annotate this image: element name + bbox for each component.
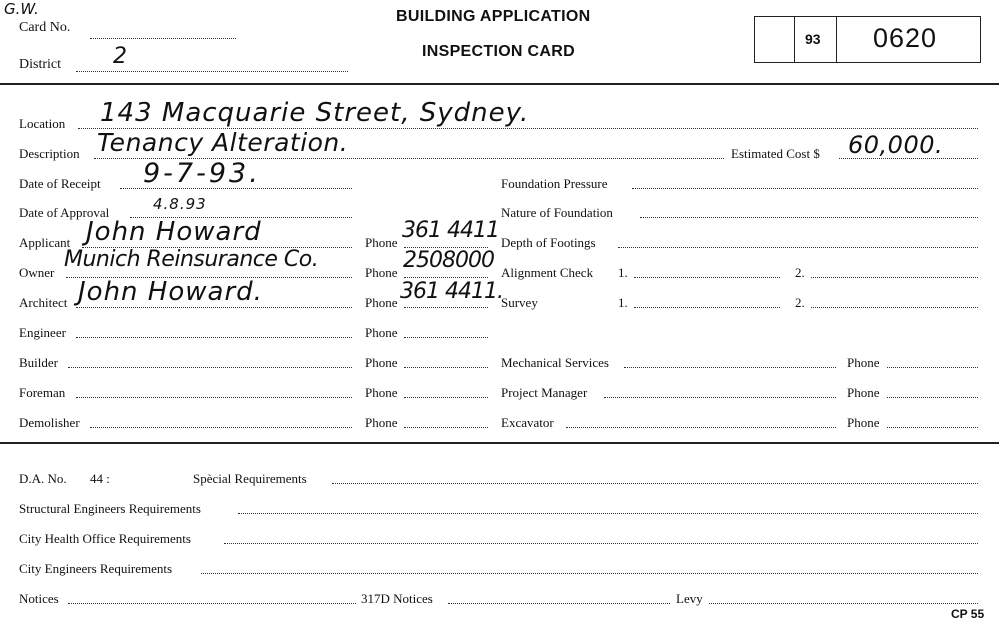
form-code: CP 55	[951, 607, 985, 621]
alignment-field-1[interactable]	[634, 277, 780, 278]
survey-num2: 2.	[795, 295, 805, 310]
depth-footings-label: Depth of Footings	[501, 235, 596, 250]
builder-phone-field[interactable]	[404, 367, 488, 368]
special-requirements-label: Spècial Requirements	[193, 471, 307, 486]
foreman-phone-label: Phone	[365, 385, 398, 400]
date-receipt-label: Date of Receipt	[19, 176, 101, 191]
location-value: 143 Macquarie Street, Sydney.	[100, 98, 530, 128]
alignment-field-2[interactable]	[811, 277, 978, 278]
owner-value: Munich Reinsurance Co.	[64, 247, 319, 272]
excavator-label: Excavator	[501, 415, 554, 430]
nature-foundation-label: Nature of Foundation	[501, 205, 613, 220]
da-no-value: 44 :	[90, 471, 110, 486]
date-receipt-value: 9-7-93.	[143, 158, 261, 189]
district-value: 2	[113, 44, 128, 69]
district-label: District	[19, 57, 61, 72]
demolisher-phone-label: Phone	[365, 415, 398, 430]
health-label: City Health Office Requirements	[19, 531, 191, 546]
excavator-phone-label: Phone	[847, 415, 880, 430]
levy-field[interactable]	[709, 603, 978, 604]
applicant-phone-value: 361 4411	[402, 218, 499, 243]
architect-label: Architect	[19, 295, 68, 310]
alignment-num1: 1.	[618, 265, 628, 280]
district-field[interactable]	[76, 71, 348, 72]
health-field[interactable]	[224, 543, 978, 544]
engineers-field[interactable]	[201, 573, 978, 574]
levy-label: Levy	[676, 591, 703, 606]
estimated-cost-label: Estimated Cost $	[731, 146, 820, 161]
description-label: Description	[19, 146, 80, 161]
owner-phone-field[interactable]	[404, 277, 488, 278]
structural-field[interactable]	[238, 513, 978, 514]
project-manager-field[interactable]	[604, 397, 836, 398]
notices-label: Notices	[19, 591, 59, 606]
excavator-phone-field[interactable]	[887, 427, 978, 428]
demolisher-field[interactable]	[90, 427, 352, 428]
notices-317d-label: 317D Notices	[361, 591, 433, 606]
da-no-label: D.A. No.	[19, 471, 67, 486]
mechanical-services-field[interactable]	[624, 367, 836, 368]
project-manager-phone-field[interactable]	[887, 397, 978, 398]
notices-field[interactable]	[68, 603, 356, 604]
architect-phone-value: 361 4411.	[400, 279, 503, 304]
box-divider-2	[836, 17, 837, 62]
applicant-label: Applicant	[19, 235, 71, 250]
builder-phone-label: Phone	[365, 355, 398, 370]
card-no-label: Card No.	[19, 20, 71, 35]
engineer-phone-field[interactable]	[404, 337, 488, 338]
nature-foundation-field[interactable]	[640, 217, 978, 218]
structural-label: Structural Engineers Requirements	[19, 501, 201, 516]
excavator-field[interactable]	[566, 427, 836, 428]
box-number: 0620	[873, 23, 938, 53]
box-year: 93	[805, 31, 821, 47]
mechanical-phone-label: Phone	[847, 355, 880, 370]
engineer-field[interactable]	[76, 337, 352, 338]
architect-phone-label: Phone	[365, 295, 398, 310]
demolisher-phone-field[interactable]	[404, 427, 488, 428]
survey-num1: 1.	[618, 295, 628, 310]
mechanical-phone-field[interactable]	[887, 367, 978, 368]
initials-note: G.W.	[4, 0, 39, 18]
special-requirements-field[interactable]	[332, 483, 978, 484]
builder-field[interactable]	[68, 367, 352, 368]
date-approval-label: Date of Approval	[19, 205, 110, 220]
survey-field-1[interactable]	[634, 307, 780, 308]
box-divider-1	[794, 17, 795, 62]
foreman-phone-field[interactable]	[404, 397, 488, 398]
engineer-label: Engineer	[19, 325, 66, 340]
alignment-num2: 2.	[795, 265, 805, 280]
architect-phone-field[interactable]	[404, 307, 488, 308]
foreman-field[interactable]	[76, 397, 352, 398]
owner-phone-value: 2508000	[403, 248, 494, 273]
card-no-field[interactable]	[90, 38, 236, 39]
header-divider	[0, 83, 999, 85]
project-manager-phone-label: Phone	[847, 385, 880, 400]
form-title-line1: BUILDING APPLICATION	[396, 8, 591, 25]
depth-footings-field[interactable]	[618, 247, 978, 248]
mechanical-services-label: Mechanical Services	[501, 355, 609, 370]
notices-317d-field[interactable]	[448, 603, 670, 604]
engineers-label: City Engineers Requirements	[19, 561, 173, 576]
form-title-line2: INSPECTION CARD	[422, 43, 575, 60]
demolisher-label: Demolisher	[19, 415, 80, 430]
survey-label: Survey	[501, 295, 538, 310]
survey-field-2[interactable]	[811, 307, 978, 308]
owner-phone-label: Phone	[365, 265, 398, 280]
architect-field[interactable]	[76, 307, 352, 308]
foreman-label: Foreman	[19, 385, 66, 400]
foundation-pressure-field[interactable]	[632, 188, 978, 189]
description-value: Tenancy Alteration.	[97, 128, 349, 157]
applicant-value: John Howard	[86, 217, 262, 247]
architect-value: John Howard.	[78, 277, 263, 307]
applicant-phone-label: Phone	[365, 235, 398, 250]
project-manager-label: Project Manager	[501, 385, 588, 400]
builder-label: Builder	[19, 355, 58, 370]
card-number-box	[754, 16, 981, 63]
location-label: Location	[19, 116, 66, 131]
foundation-pressure-label: Foundation Pressure	[501, 176, 608, 191]
date-approval-value: 4.8.93	[153, 195, 207, 213]
alignment-check-label: Alignment Check	[501, 265, 594, 280]
owner-label: Owner	[19, 265, 55, 280]
estimated-cost-value: 60,000.	[848, 131, 944, 159]
engineer-phone-label: Phone	[365, 325, 398, 340]
middle-divider	[0, 442, 999, 444]
